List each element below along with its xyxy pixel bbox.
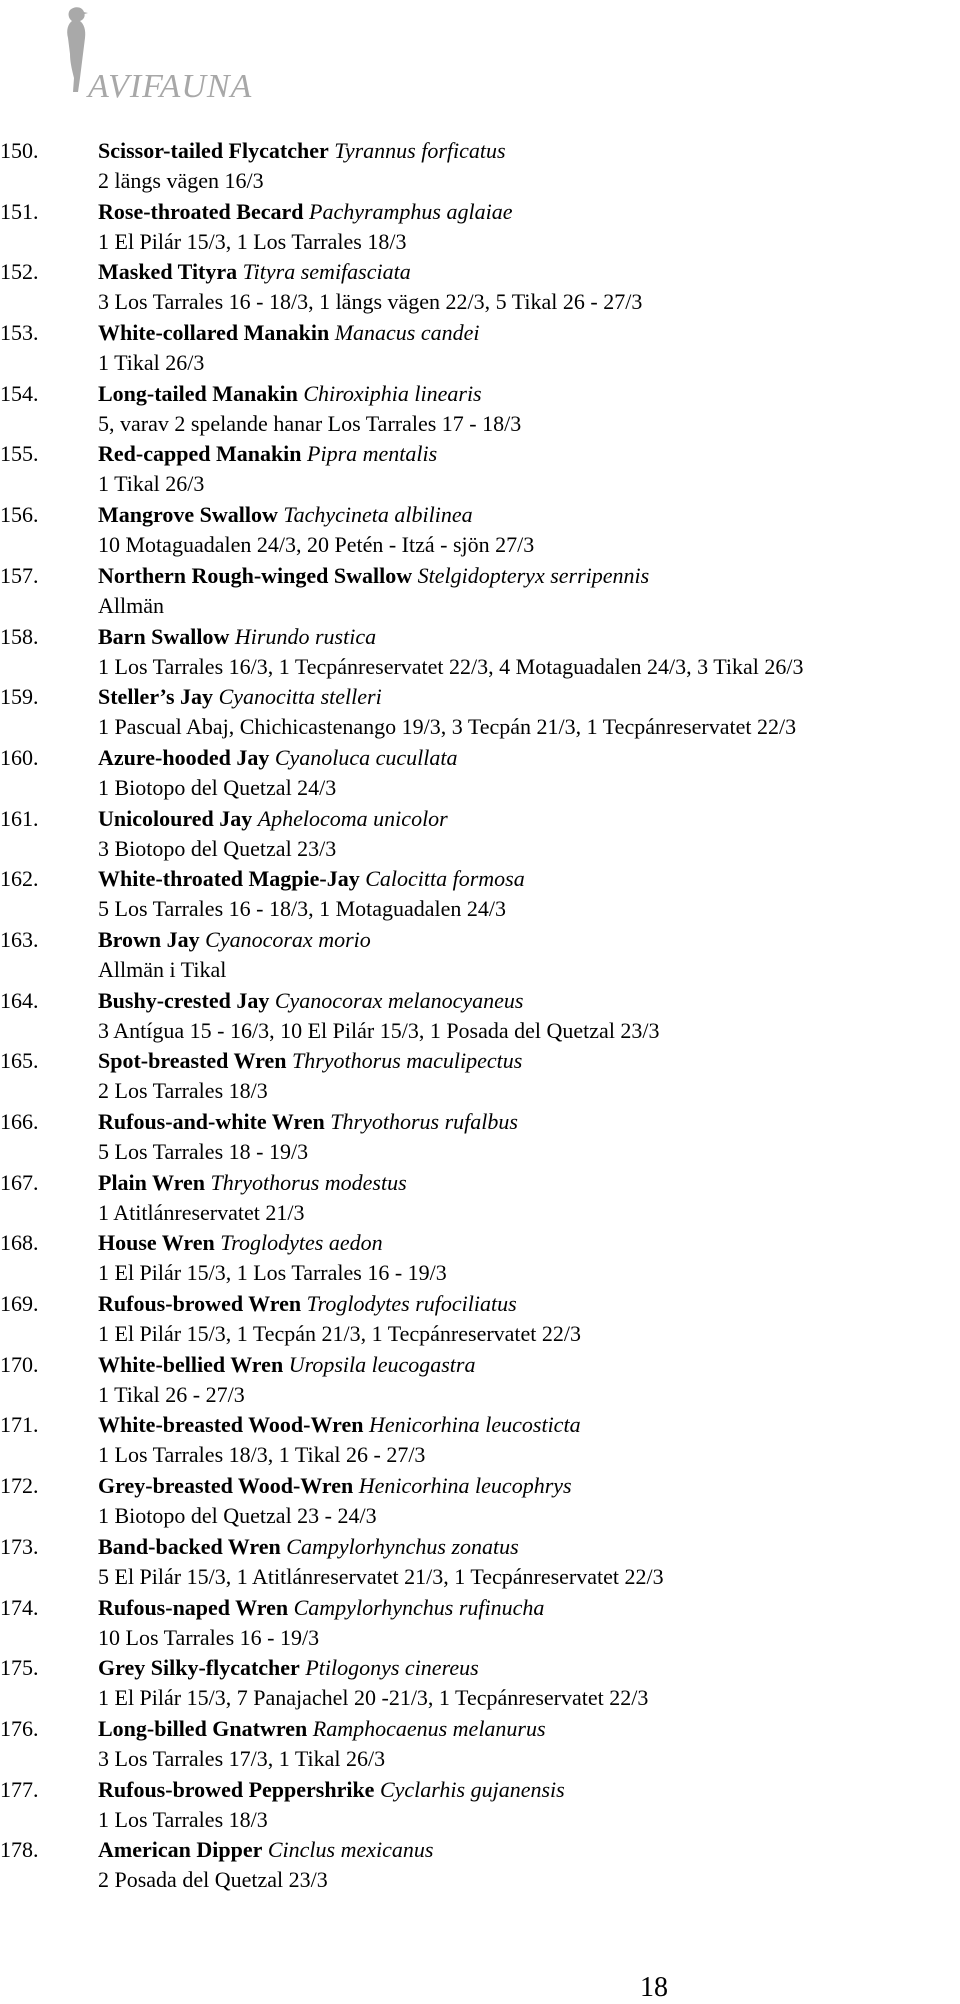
species-name-line [98,379,482,409]
species-name-line [98,864,525,894]
scientific-name: Campylorhynchus rufinucha [293,1594,545,1620]
species-name-line [98,1835,433,1865]
species-entry [0,1046,960,1107]
common-name: White-breasted Wood-Wren [98,1412,364,1438]
entry-number: 175. [0,1655,39,1681]
common-name: Rufous-browed Peppershrike [98,1776,375,1802]
observation-details: 10 Motaguadalen 24/3, 20 Petén - Itzá - sjön 27/3 [98,532,535,558]
entry-number: 155. [0,441,39,467]
observation-details: 1 Pascual Abaj, Chichicastenango 19/3, 3 Tecpán 21/3, 1 Tecpánreservatet 22/3 [98,714,797,740]
scientific-name: Pachyramphus aglaiae [309,198,513,224]
entry-number: 172. [0,1473,39,1499]
species-entry [0,1289,960,1350]
entry-number: 156. [0,502,39,528]
scientific-name: Troglodytes aedon [220,1230,383,1256]
observation-details: 1 Biotopo del Quetzal 23 - 24/3 [98,1503,377,1529]
scientific-name: Aphelocoma unicolor [257,805,448,831]
species-entry [0,1228,960,1289]
entry-number: 162. [0,866,39,892]
scientific-name: Calocitta formosa [365,866,525,892]
entry-number: 169. [0,1291,39,1317]
species-entry [0,197,960,258]
scientific-name: Stelgidopteryx serripennis [417,562,650,588]
common-name: Grey-breasted Wood-Wren [98,1473,354,1499]
common-name: Scissor-tailed Flycatcher [98,138,329,163]
scientific-name: Cyanoluca cucullata [274,744,458,770]
scientific-name: Uropsila leucogastra [288,1351,476,1377]
species-name-line [98,622,376,652]
species-entry [0,864,960,925]
species-name-line [98,1228,383,1258]
species-entry [0,682,960,743]
species-list [0,136,960,1896]
species-name-line [98,1714,546,1744]
species-name-line [98,682,382,712]
entry-number: 170. [0,1351,39,1377]
species-name-line [98,986,523,1016]
observation-details: 3 Antígua 15 - 16/3, 10 El Pilár 15/3, 1 Posada del Quetzal 23/3 [98,1017,660,1043]
common-name: Long-billed Gnatwren [98,1715,308,1741]
scientific-name: Pipra mentalis [307,441,438,467]
species-entry [0,1410,960,1471]
scientific-name: Cinclus mexicanus [267,1837,434,1863]
entry-number: 150. [0,138,39,163]
common-name: Unicoloured Jay [98,805,253,831]
species-name-line [98,1471,572,1501]
common-name: Rufous-and-white Wren [98,1109,325,1134]
species-name-line [98,804,448,834]
common-name: Masked Tityra [98,259,238,285]
scientific-name: Troglodytes rufociliatus [306,1291,517,1317]
species-name-line [98,1289,517,1319]
common-name: Red-capped Manakin [98,441,302,467]
logo-text: AVIFAUNA [88,68,253,105]
species-name-line [98,743,458,773]
observation-details: 1 Los Tarrales 18/3, 1 Tikal 26 - 27/3 [98,1442,426,1468]
observation-details: 1 Los Tarrales 16/3, 1 Tecpánreservatet 22/3, 4 Motaguadalen 24/3, 3 Tikal 26/3 [98,653,804,679]
observation-details: 3 Los Tarrales 16 - 18/3, 1 längs vägen 22/3, 5 Tikal 26 - 27/3 [98,289,643,315]
common-name: Band-backed Wren [98,1533,281,1559]
observation-details: Allmän i Tikal [98,956,227,982]
entry-number: 178. [0,1837,39,1863]
entry-number: 166. [0,1109,39,1134]
common-name: Rufous-naped Wren [98,1594,289,1620]
common-name: Steller’s Jay [98,684,214,710]
common-name: White-collared Manakin [98,320,330,346]
scientific-name: Thryothorus maculipectus [291,1048,523,1074]
species-name-line [98,1350,475,1380]
scientific-name: Campylorhynchus zonatus [286,1533,519,1559]
common-name: Rufous-browed Wren [98,1291,302,1317]
observation-details: 5 El Pilár 15/3, 1 Atitlánreservatet 21/3, 1 Tecpánreservatet 22/3 [98,1563,664,1589]
common-name: Spot-breasted Wren [98,1048,287,1074]
entry-number: 163. [0,926,39,952]
observation-details: 5 Los Tarrales 18 - 19/3 [98,1139,309,1164]
species-name-line [98,1532,519,1562]
observation-details: 1 Biotopo del Quetzal 24/3 [98,774,337,800]
entry-number: 158. [0,623,39,649]
species-entry [0,1168,960,1229]
species-name-line [98,561,649,591]
species-entry [0,804,960,865]
entry-number: 152. [0,259,39,285]
common-name: Azure-hooded Jay [98,744,270,770]
scientific-name: Tachycineta albilinea [283,502,473,528]
species-entry [0,1835,960,1896]
entry-number: 161. [0,805,39,831]
species-entry [0,257,960,318]
observation-details: 5 Los Tarrales 16 - 18/3, 1 Motaguadalen 24/3 [98,896,507,922]
common-name: House Wren [98,1230,215,1256]
observation-details: 1 Tikal 26/3 [98,471,205,497]
common-name: Rose-throated Becard [98,198,304,224]
common-name: Grey Silky-flycatcher [98,1655,300,1681]
entry-number: 153. [0,320,39,346]
common-name: American Dipper [98,1837,263,1863]
species-entry [0,1350,960,1411]
observation-details: 2 Posada del Quetzal 23/3 [98,1867,328,1893]
page-number: 18 [640,1972,668,2003]
observation-details: 1 El Pilár 15/3, 7 Panajachel 20 -21/3, 1 Tecpánreservatet 22/3 [98,1685,649,1711]
scientific-name: Cyanocorax melanocyaneus [274,987,524,1013]
species-entry [0,1653,960,1714]
observation-details: 5, varav 2 spelande hanar Los Tarrales 17 - 18/3 [98,410,522,436]
species-name-line [98,197,512,227]
scientific-name: Chiroxiphia linearis [303,380,482,406]
species-entry [0,622,960,683]
species-entry [0,1107,960,1168]
entry-number: 164. [0,987,39,1013]
observation-details: 2 Los Tarrales 18/3 [98,1078,268,1104]
species-entry [0,986,960,1047]
entry-number: 176. [0,1715,39,1741]
common-name: Bushy-crested Jay [98,987,270,1013]
entry-number: 160. [0,744,39,770]
species-entry [0,136,960,197]
observation-details: 1 El Pilár 15/3, 1 Tecpán 21/3, 1 Tecpánreservatet 22/3 [98,1321,582,1347]
observation-details: 1 El Pilár 15/3, 1 Los Tarrales 16 - 19/3 [98,1260,447,1286]
species-name-line [98,318,480,348]
species-entry [0,1714,960,1775]
species-name-line [98,136,506,166]
species-entry [0,925,960,986]
scientific-name: Hirundo rustica [234,623,377,649]
species-entry [0,1593,960,1654]
scientific-name: Henicorhina leucosticta [368,1412,581,1438]
scientific-name: Cyanocitta stelleri [218,684,382,710]
entry-number: 171. [0,1412,39,1438]
entry-number: 165. [0,1048,39,1074]
species-entry [0,1532,960,1593]
scientific-name: Ptilogonys cinereus [305,1655,479,1681]
common-name: Long-tailed Manakin [98,380,298,406]
entry-number: 167. [0,1169,39,1195]
common-name: Brown Jay [98,926,200,952]
entry-number: 173. [0,1533,39,1559]
common-name: White-bellied Wren [98,1351,284,1377]
observation-details: 10 Los Tarrales 16 - 19/3 [98,1624,320,1650]
entry-number: 154. [0,380,39,406]
species-name-line [98,1775,565,1805]
species-name-line [98,1168,407,1198]
entry-number: 157. [0,562,39,588]
species-entry [0,743,960,804]
entry-number: 159. [0,684,39,710]
species-entry [0,1471,960,1532]
species-name-line [98,1410,581,1440]
common-name: White-throated Magpie-Jay [98,866,360,892]
scientific-name: Tyrannus forficatus [334,138,506,163]
common-name: Plain Wren [98,1169,205,1195]
scientific-name: Manacus candei [334,320,480,346]
scientific-name: Thryothorus rufalbus [330,1109,518,1134]
observation-details: 2 längs vägen 16/3 [98,168,264,193]
species-entry [0,561,960,622]
species-name-line [98,500,473,530]
common-name: Barn Swallow [98,623,230,649]
observation-details: 1 El Pilár 15/3, 1 Los Tarrales 18/3 [98,228,407,254]
species-name-line [98,1653,479,1683]
common-name: Northern Rough-winged Swallow [98,562,413,588]
species-name-line [98,257,411,287]
species-entry [0,318,960,379]
observation-details: 1 Los Tarrales 18/3 [98,1806,268,1832]
scientific-name: Thryothorus modestus [210,1169,407,1195]
avifauna-logo [48,4,278,105]
observation-details: 3 Los Tarrales 17/3, 1 Tikal 26/3 [98,1745,386,1771]
species-name-line [98,1593,544,1623]
species-entry [0,439,960,500]
observation-details: 1 Tikal 26/3 [98,350,205,376]
entry-number: 177. [0,1776,39,1802]
entry-number: 168. [0,1230,39,1256]
species-name-line [98,439,437,469]
observation-details: 1 Tikal 26 - 27/3 [98,1381,245,1407]
species-name-line [98,1046,522,1076]
species-entry [0,1775,960,1836]
observation-details: 1 Atitlánreservatet 21/3 [98,1199,305,1225]
scientific-name: Cyclarhis gujanensis [379,1776,565,1802]
entry-number: 174. [0,1594,39,1620]
scientific-name: Henicorhina leucophrys [358,1473,572,1499]
species-name-line [98,925,371,955]
species-entry [0,500,960,561]
scientific-name: Cyanocorax morio [205,926,371,952]
scientific-name: Tityra semifasciata [242,259,411,285]
scientific-name: Ramphocaenus melanurus [312,1715,546,1741]
species-name-line [98,1107,518,1137]
species-entry [0,379,960,440]
observation-details: Allmän [98,592,164,618]
entry-number: 151. [0,198,39,224]
common-name: Mangrove Swallow [98,502,278,528]
observation-details: 3 Biotopo del Quetzal 23/3 [98,835,337,861]
